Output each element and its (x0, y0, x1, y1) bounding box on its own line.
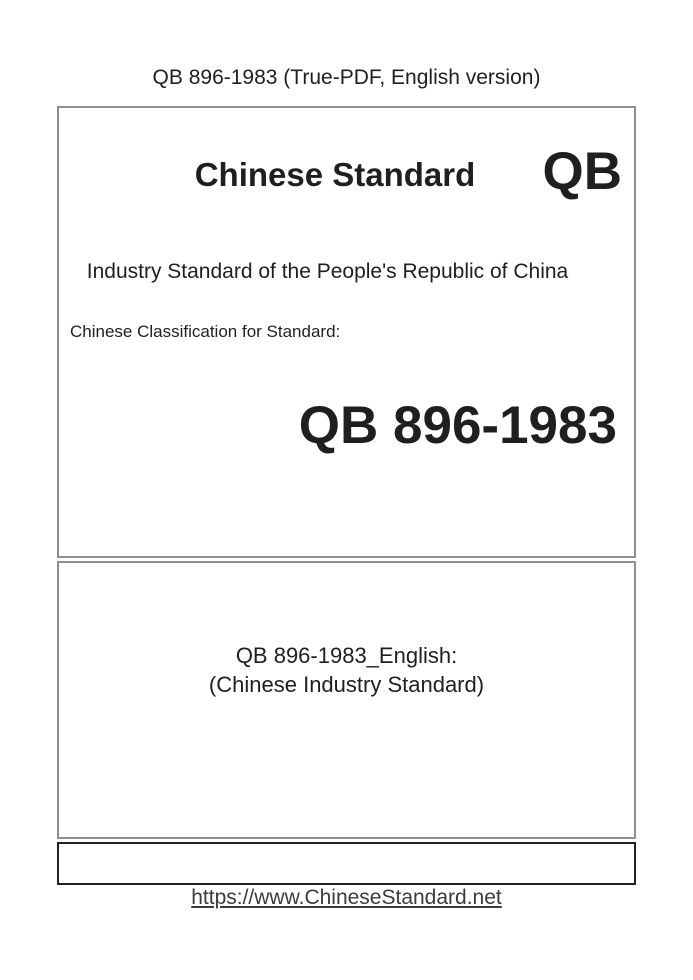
info-line-standard-type: (Chinese Industry Standard) (208, 672, 485, 697)
standard-number: QB 896-1983 (298, 396, 617, 455)
footer-link[interactable]: https://www.ChineseStandard.net (191, 886, 502, 909)
qb-logo: QB (542, 142, 622, 201)
page-header: QB 896-1983 (True-PDF, English version) (152, 66, 541, 89)
info-box (57, 561, 636, 839)
info-text (59, 641, 634, 699)
classification-label: Chinese Classification for Standard: (70, 322, 341, 341)
cover-subtitle: Industry Standard of the People's Republic of China (86, 260, 569, 283)
empty-footer-box (57, 842, 636, 885)
info-line-english: QB 896-1983_English: (235, 643, 458, 668)
cover-title: Chinese Standard (194, 156, 476, 193)
cover-box (57, 106, 636, 558)
